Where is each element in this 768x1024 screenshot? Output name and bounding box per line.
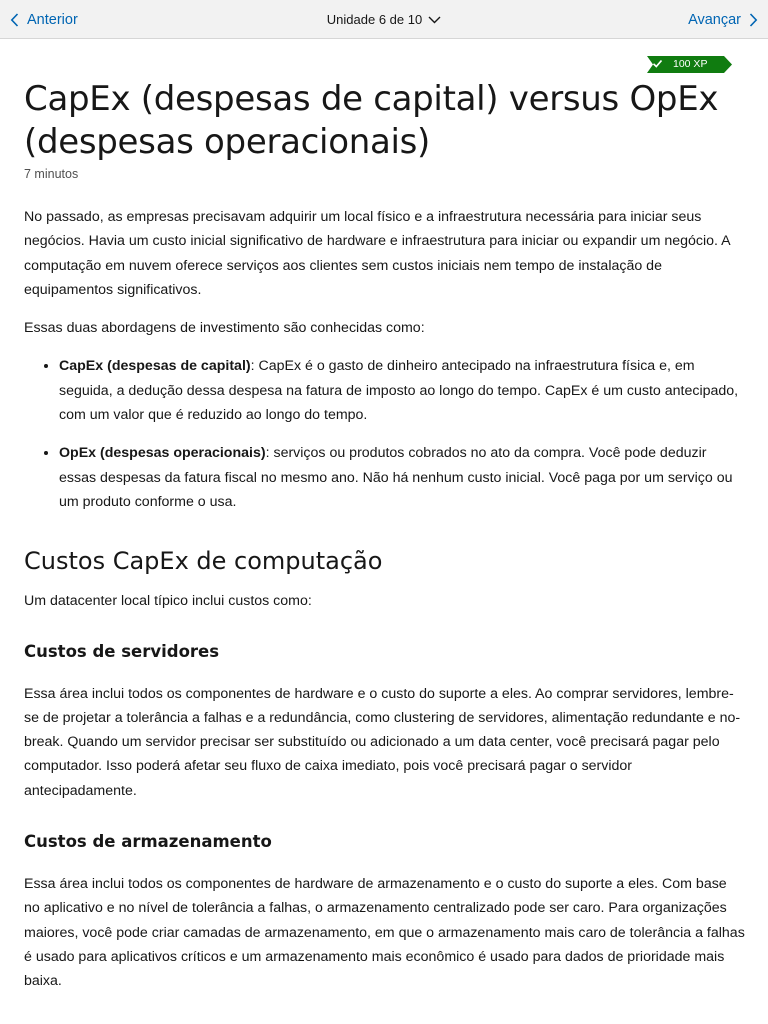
top-navigation-bar bbox=[0, 0, 768, 39]
section-intro-paragraph: Um datacenter local típico inclui custos como: bbox=[24, 593, 312, 610]
chevron-down-icon bbox=[428, 16, 441, 24]
intro-paragraph: No passado, as empresas precisavam adquirir um local físico e a infraestrutura necessária para iniciar seus negócios. Havia um custo inicial significativo de hardware e infraestrutura para iniciar ou expandir um negócio. A computação em nuvem oferece serviços aos clientes sem custos iniciais nem tempo de instalação de equipamentos significativos. bbox=[24, 209, 730, 298]
list-item-capex bbox=[59, 354, 746, 427]
server-costs-paragraph: Essa área inclui todos os componentes de hardware e o custo do suporte a eles. Ao comprar servidores, lembre-se de projetar a tolerância a falhas e a redundância, como clustering de servidores, alimentação redundante e no-break. Quando um servidor precisar ser substituído ou adicionado a um data center, você precisará pagar pelo computador. Isso poderá afetar seu fluxo de caixa imediato, pois você precisará pagar o servidor antecipadamente. bbox=[24, 685, 741, 799]
opex-term: OpEx (despesas operacionais) bbox=[59, 445, 266, 462]
capex-term: CapEx (despesas de capital) bbox=[59, 358, 251, 375]
next-unit-link[interactable] bbox=[688, 0, 758, 39]
investment-approaches-list bbox=[24, 354, 746, 514]
next-unit-label: Avançar bbox=[688, 11, 741, 28]
unit-selector-dropdown[interactable] bbox=[327, 12, 441, 27]
duration-label: 7 minutos bbox=[24, 167, 79, 181]
previous-unit-link[interactable] bbox=[10, 0, 78, 39]
subheading-server-costs: Custos de servidores bbox=[24, 641, 220, 661]
capex-description: : CapEx é o gasto de dinheiro antecipado na infraestrutura física e, em seguida, a dedução dessa despesa na fatura de imposto ao longo do tempo. CapEx é um custo antecipado, com um valor que é reduzido ao longo do tempo. bbox=[59, 358, 739, 424]
article-content bbox=[24, 78, 746, 994]
previous-unit-label: Anterior bbox=[27, 11, 78, 28]
storage-costs-paragraph: Essa área inclui todos os componentes de hardware de armazenamento e o custo do suporte a eles. Com base no aplicativo e no nível de tolerância a falhas, o armazenamento centralizado pode ser caro. Para organizações maiores, você pode criar camadas de armazenamento, em que o armazenamento mais caro de tolerância a falhas é usado para aplicativos críticos e um armazenamento mais econômico é usado para dados de prioridade mais baixa. bbox=[24, 876, 745, 990]
xp-badge-label: 100 XP bbox=[673, 58, 708, 70]
xp-badge bbox=[647, 56, 732, 73]
unit-selector-label: Unidade 6 de 10 bbox=[326, 12, 423, 27]
chevron-right-icon bbox=[749, 13, 758, 27]
section-heading-capex-costs: Custos CapEx de computação bbox=[24, 547, 383, 576]
subheading-storage-costs: Custos de armazenamento bbox=[24, 832, 272, 852]
list-item-opex bbox=[59, 441, 746, 514]
page-title: CapEx (despesas de capital) versus OpEx (despesas operacionais) bbox=[24, 79, 719, 162]
chevron-left-icon bbox=[10, 13, 19, 27]
approaches-intro-paragraph: Essas duas abordagens de investimento são conhecidas como: bbox=[24, 320, 425, 337]
opex-description: : serviços ou produtos cobrados no ato da compra. Você pode deduzir essas despesas da fatura fiscal no mesmo ano. Não há nenhum custo inicial. Você paga por um serviço ou um produto conforme o usa. bbox=[59, 445, 733, 510]
